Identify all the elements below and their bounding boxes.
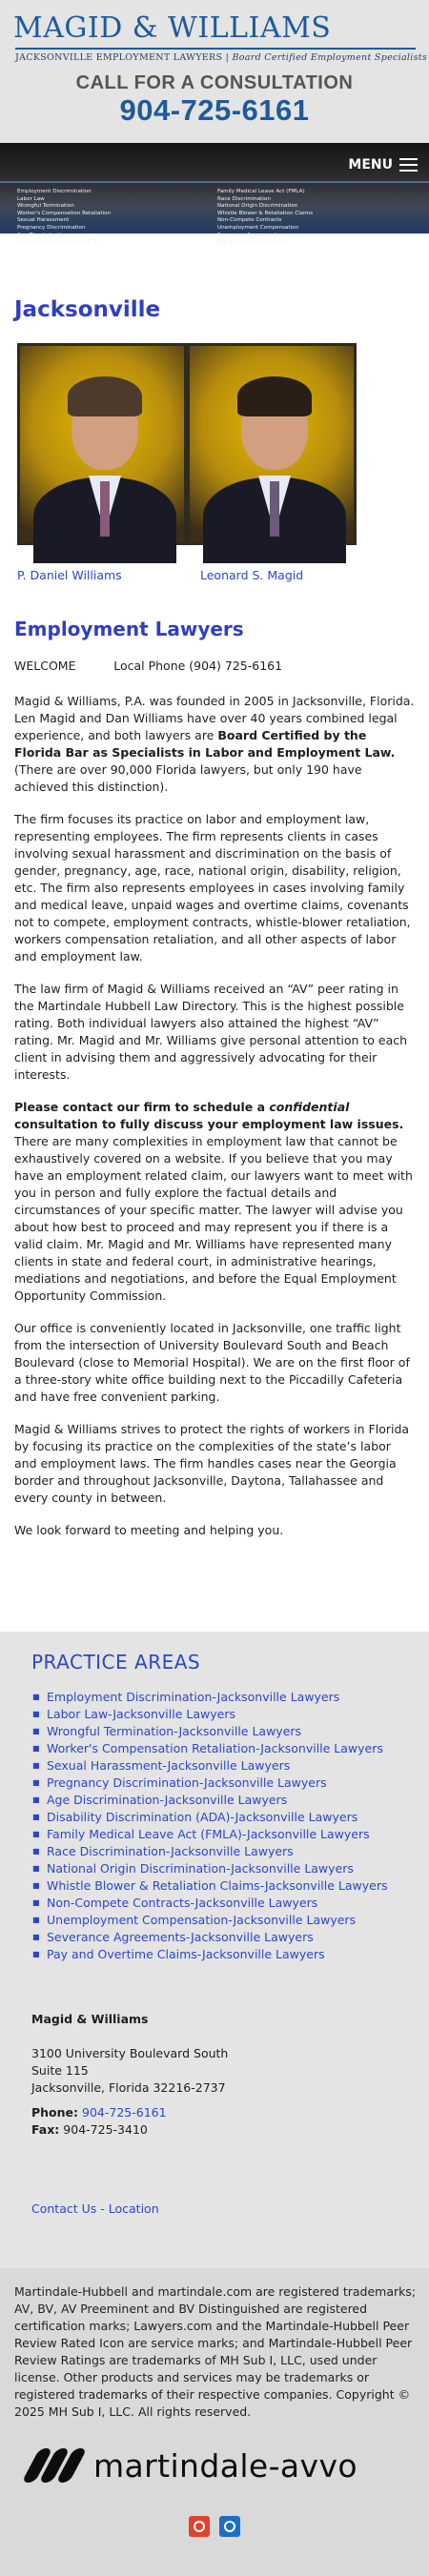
main-content	[14, 693, 417, 1554]
practice-area-link-text[interactable]: Unemployment Compensation-Jacksonville Lawyers	[47, 1913, 357, 1927]
banner-area: Family Medical Leave Act (FMLA)	[217, 189, 305, 194]
hero-banner	[0, 143, 429, 267]
banner-area: Unemployment Compensation	[217, 224, 299, 231]
rating-paragraph: The law firm of Magid & Williams received an “AV” peer rating in the Martindale Hubbell Law Directory. This is the highest possible rating. Both individual lawyers also attained the highest “AV” rating. Mr. Magid and Mr. Williams give personal attention to each client in advising them and aggressively advocating for their interests.	[14, 982, 408, 1082]
fax-label: Fax:	[31, 2122, 60, 2137]
practice-area-link[interactable]	[32, 1740, 387, 1757]
photo-tie	[270, 481, 279, 537]
banner-area: Employment Discrimination	[17, 189, 92, 194]
practice-area-link[interactable]	[32, 1775, 387, 1792]
attorney-photo-williams	[17, 343, 187, 545]
firm-city: Jacksonville, Florida 32216-2737	[31, 2080, 226, 2095]
firm-logo[interactable]: MAGID & WILLIAMS	[13, 11, 332, 45]
attorney-photo-magid	[187, 343, 357, 545]
practice-area-link-text[interactable]: Employment Discrimination-Jacksonville Lawyers	[47, 1690, 340, 1704]
photo-hair	[237, 376, 312, 416]
practice-areas-list	[32, 1689, 387, 1963]
attorney-link-magid[interactable]: Leonard S. Magid	[200, 568, 304, 582]
banner-area: Wrongful Termination	[17, 203, 74, 210]
text-span: Magid & Williams, P.A. was founded in 2005 in Jacksonville, Florida. Len Magid and Dan Williams have over 40 years combined legal experience, and both lawyers are	[14, 694, 415, 742]
banner-area: Worker's Compensation Retaliation	[17, 210, 112, 216]
banner-stripe	[0, 181, 429, 183]
confidential-text: confidential	[269, 1100, 350, 1114]
banner-area: Race Discrimination	[217, 195, 271, 202]
practice-area-link-text[interactable]: Pay and Overtime Claims-Jacksonville Lawyers	[47, 1947, 325, 1961]
banner-area: Severance Agreements	[217, 232, 280, 238]
banner-area: Pregnancy Discrimination	[17, 224, 86, 231]
banner-practice-areas	[17, 189, 418, 247]
office-paragraph: Our office is conveniently located in Jacksonville, one traffic light from the intersection of University Boulevard South and Beach Boulevard (close to Memorial Hospital). We are on the first floor of a three-story white office building next to the Piccadilly Cafeteria and have free convenient parking.	[14, 1321, 410, 1404]
practice-area-link[interactable]	[32, 1723, 387, 1740]
firm-street: 3100 University Boulevard South	[31, 2046, 229, 2060]
banner-area: Sexual Harassment	[17, 217, 70, 224]
firm-fax-row	[31, 2121, 228, 2139]
firm-suite: Suite 115	[31, 2063, 89, 2078]
practice-area-link[interactable]	[32, 1895, 387, 1912]
practice-area-link[interactable]	[32, 1809, 387, 1826]
location-link[interactable]: Location	[108, 2201, 159, 2216]
practice-area-link[interactable]	[32, 1843, 387, 1860]
practice-area-link[interactable]	[32, 1826, 387, 1843]
section-title: Employment Lawyers	[14, 618, 244, 640]
intro-paragraph	[14, 693, 417, 796]
fax-number: 904-725-3410	[63, 2122, 148, 2137]
menu-button[interactable]	[348, 157, 418, 172]
martindale-avvo-wordmark: martindale-avvo	[93, 2446, 358, 2485]
attorney-link-williams[interactable]: P. Daniel Williams	[17, 568, 122, 582]
photo-tie	[100, 481, 110, 537]
banner-area: Disability Discrimination (ADA)	[17, 239, 100, 246]
firm-address	[31, 2011, 228, 2139]
practice-area-link-text[interactable]: Non-Compete Contracts-Jacksonville Lawyers	[47, 1896, 318, 1910]
practice-area-link-text[interactable]: Sexual Harassment-Jacksonville Lawyers	[47, 1758, 291, 1773]
text-span: There are many complexities in employment law that cannot be exhaustively covered on a website. If you believe that you may have an employment related claim, our lawyers want to meet with you in person and fully explore the factual details and circumstances of your specific matter. The lawyer will advise you about how best to proceed and may represent you if there is a valid claim. Mr. Magid and Mr. Williams have represented many clients in state and federal court, in administrative hearings, mediations and negotiations, and before the Equal Employment Opportunity Commission.	[14, 1134, 413, 1303]
practice-area-link-text[interactable]: Whistle Blower & Retaliation Claims-Jacksonville Lawyers	[47, 1878, 388, 1893]
consultation-cta: CALL FOR A CONSULTATION	[75, 72, 354, 93]
practice-area-link[interactable]	[32, 1706, 387, 1723]
practice-paragraph: The firm focuses its practice on labor and employment law, representing employees. The firm represents clients in cases involving sexual harassment and discrimination on the basis of gender, pregnancy, age, race, national origin, disability, religion, etc. The firm also represents employees in cases involving family and medical leave, unpaid wages and overtime claims, covenants not to compete, employment contracts, whistle-blower retaliation, workers compensation retaliation, and all other aspects of labor and employment law.	[14, 812, 411, 963]
banner-tagline: FIGHTING FOR YOUR EMPLOYMENT RIGHTS SINCE 2005	[10, 258, 235, 267]
hamburger-icon	[399, 158, 418, 172]
disclaimer-text: Martindale-Hubbell and martindale.com are registered trademarks; AV, BV, AV Preeminent and BV Distinguished are registered certification marks; Lawyers.com and the Martindale-Hubbell Peer Review Rated Icon are service marks; and Martindale-Hubbell Peer Review Ratings are trademarks of MH Sub I, LLC, used under license. Other products and services may be trademarks or registered trademarks of their respective companies. Copyright © 2025 MH Sub I, LLC. All rights reserved.	[14, 2284, 417, 2419]
site-header	[0, 0, 429, 143]
banner-areas-right	[217, 189, 418, 247]
welcome-label: WELCOME	[14, 659, 76, 673]
banner-area: National Origin Discrimination	[217, 203, 298, 210]
closing-paragraph: We look forward to meeting and helping you.	[14, 1523, 284, 1537]
welcome-line	[14, 659, 282, 673]
coverage-paragraph: Magid & Williams strives to protect the rights of workers in Florida by focusing its practice on the complexities of the state’s labor and employment laws. The firm handles cases near the Georgia border and throughout Jacksonville, Daytona, Tallahassee and every county in between.	[14, 1422, 410, 1505]
banner-area: Age Discrimination	[17, 232, 68, 238]
practice-area-link-text[interactable]: Disability Discrimination (ADA)-Jacksonville Lawyers	[47, 1810, 358, 1824]
practice-area-link-text[interactable]: Labor Law-Jacksonville Lawyers	[47, 1707, 235, 1721]
martindale-avvo-mark-icon	[19, 2446, 84, 2485]
contact-us-link[interactable]: Contact Us	[31, 2201, 97, 2216]
banner-area: Pay and Overtime Claims	[217, 239, 285, 246]
page-title: Jacksonville	[14, 297, 161, 322]
footer-phone-link[interactable]: 904-725-6161	[82, 2105, 167, 2120]
practice-area-link[interactable]	[32, 1946, 387, 1963]
local-phone: Local Phone (904) 725-6161	[113, 659, 283, 673]
martindale-badge-icon[interactable]	[189, 2516, 210, 2537]
practice-area-link-text[interactable]: Race Discrimination-Jacksonville Lawyers	[47, 1844, 294, 1858]
martindale-avvo-logo[interactable]	[19, 2444, 410, 2487]
photo-hair	[68, 376, 142, 416]
practice-area-link-text[interactable]: Family Medical Leave Act (FMLA)-Jacksonville Lawyers	[47, 1827, 370, 1841]
logo-subtitle	[15, 48, 428, 63]
banner-area: Whistle Blower & Retaliation Claims	[217, 210, 314, 216]
phone-label: Phone:	[31, 2105, 79, 2120]
practice-area-link-text[interactable]: Severance Agreements-Jacksonville Lawyers	[47, 1930, 314, 1944]
spacer	[31, 2028, 228, 2045]
logo-sub-right: Board Certified Employment Specialists	[232, 52, 428, 63]
practice-area-link-text[interactable]: Wrongful Termination-Jacksonville Lawyers	[47, 1724, 302, 1738]
banner-area: Labor Law	[17, 195, 45, 202]
practice-area-link[interactable]	[32, 1877, 387, 1895]
logo-sub-separator: |	[225, 52, 230, 63]
practice-area-link[interactable]	[32, 1689, 387, 1706]
header-phone-link[interactable]: 904-725-6161	[119, 93, 310, 127]
contact-text: consultation to fully discuss your employment law issues.	[14, 1117, 404, 1131]
avvo-badge-icon[interactable]	[219, 2516, 240, 2537]
contact-links	[31, 2201, 159, 2216]
practice-area-link[interactable]	[32, 1929, 387, 1946]
consultation-paragraph	[14, 1099, 417, 1305]
practice-area-link[interactable]	[32, 1757, 387, 1775]
spacer	[31, 2097, 228, 2104]
practice-area-link-text[interactable]: Age Discrimination-Jacksonville Lawyers	[47, 1793, 288, 1807]
attorney-photos	[17, 343, 357, 545]
practice-areas-title: PRACTICE AREAS	[31, 1651, 201, 1673]
firm-name: Magid & Williams	[31, 2012, 149, 2026]
board-certified-text: Board Certified by the Florida Bar as Specialists in Labor and Employment Law.	[14, 728, 396, 760]
menu-label: MENU	[348, 157, 393, 172]
firm-phone-row	[31, 2104, 228, 2121]
practice-area-link[interactable]	[32, 1860, 387, 1877]
text-span: (There are over 90,000 Florida lawyers, but only 190 have achieved this distinction).	[14, 762, 362, 794]
contact-text: Please contact our firm to schedule a	[14, 1100, 270, 1114]
practice-area-link-text[interactable]: Pregnancy Discrimination-Jacksonville Lawyers	[47, 1775, 327, 1790]
link-separator: -	[96, 2201, 109, 2216]
banner-areas-left	[17, 189, 217, 247]
practice-area-link[interactable]	[32, 1912, 387, 1929]
practice-area-link-text[interactable]: National Origin Discrimination-Jacksonville Lawyers	[47, 1861, 354, 1876]
banner-area: Non-Compete Contracts	[217, 217, 282, 224]
practice-area-link-text[interactable]: Worker's Compensation Retaliation-Jacksonville Lawyers	[47, 1741, 383, 1755]
practice-area-link[interactable]	[32, 1792, 387, 1809]
logo-sub-left: JACKSONVILLE EMPLOYMENT LAWYERS	[15, 52, 223, 63]
rating-badges	[189, 2516, 240, 2537]
